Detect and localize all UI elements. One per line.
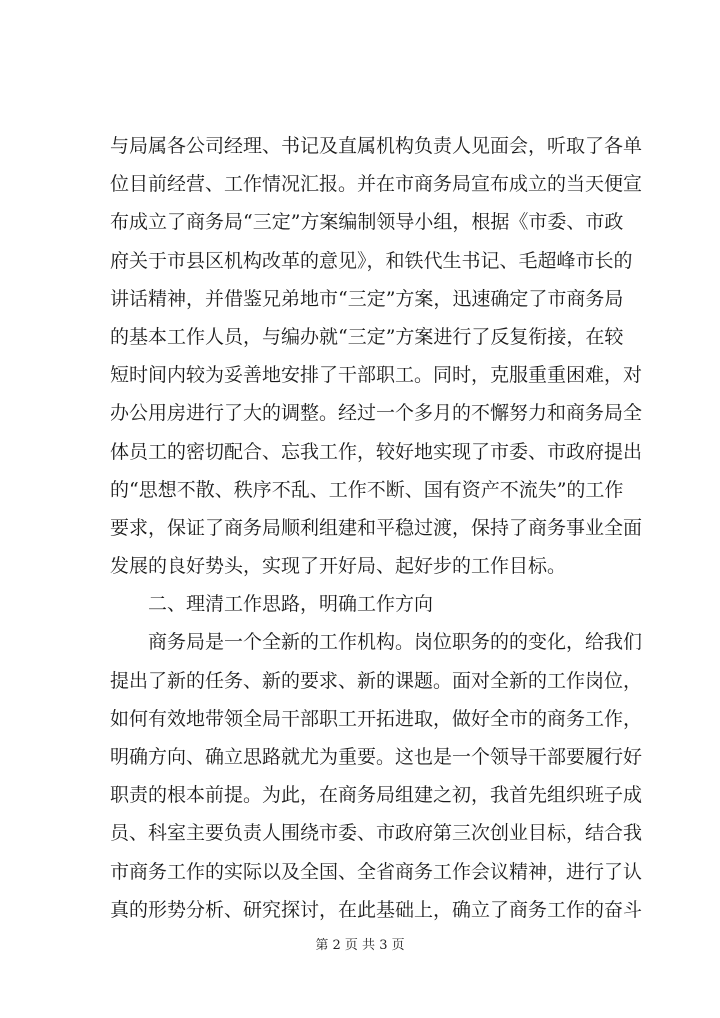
text-line: 员、科室主要负责人围绕市委、市政府第三次创业目标，结合我 [110,822,643,845]
text-line: 市商务工作的实际以及全国、全省商务工作会议精神，进行了认 [110,860,643,883]
text-line: 明确方向、确立思路就尤为重要。这也是一个领导干部要履行好 [110,746,643,768]
text-line: 办公用房进行了大的调整。经过一个多月的不懈努力和商务局全 [110,402,643,425]
text-line: 布成立了商务局“三定”方案编制领导小组，根据《市委、市政 [110,211,624,234]
body-text [110,127,643,929]
text-line: 讲话精神，并借鉴兄弟地市“三定”方案，迅速确定了市商务局 [110,287,624,310]
page-footer [0,936,720,956]
text-line: 与局属各公司经理、书记及直属机构负责人见面会，听取了各单 [110,135,643,157]
text-line: 提出了新的任务、新的要求、新的课题。面对全新的工作岗位， [110,669,643,692]
text-line: 要求，保证了商务局顺利组建和平稳过渡，保持了商务事业全面 [110,516,643,539]
section-heading: 二、理清工作思路，明确工作方向 [148,593,434,616]
text-line: 府关于市县区机构改革的意见》，和铁代生书记、毛超峰市长的 [110,249,633,272]
text-line: 位目前经营、工作情况汇报。并在市商务局宣布成立的当天便宣 [110,173,643,196]
text-line: 短时间内较为妥善地安排了干部职工。同时，克服重重困难，对 [110,364,643,387]
text-line: 的基本工作人员，与编办就“三定”方案进行了反复衔接，在较 [110,325,624,348]
text-line: 真的形势分析、研究探讨，在此基础上，确立了商务工作的奋斗 [110,898,643,921]
page-number: 第 2 页 共 3 页 [315,938,405,953]
text-line: 体员工的密切配合、忘我工作，较好地实现了市委、市政府提出 [110,440,643,463]
text-line: 职责的根本前提。为此，在商务局组建之初，我首先组织班子成 [110,784,643,807]
text-line: 的“思想不散、秩序不乱、工作不断、国有资产不流失”的工作 [110,478,624,501]
paragraph-first-line: 商务局是一个全新的工作机构。岗位职务的的变化，给我们 [148,631,643,654]
text-line: 发展的良好势头，实现了开好局、起好步的工作目标。 [110,555,567,578]
text-line: 如何有效地带领全局干部职工开拓进取，做好全市的商务工作， [110,707,643,730]
